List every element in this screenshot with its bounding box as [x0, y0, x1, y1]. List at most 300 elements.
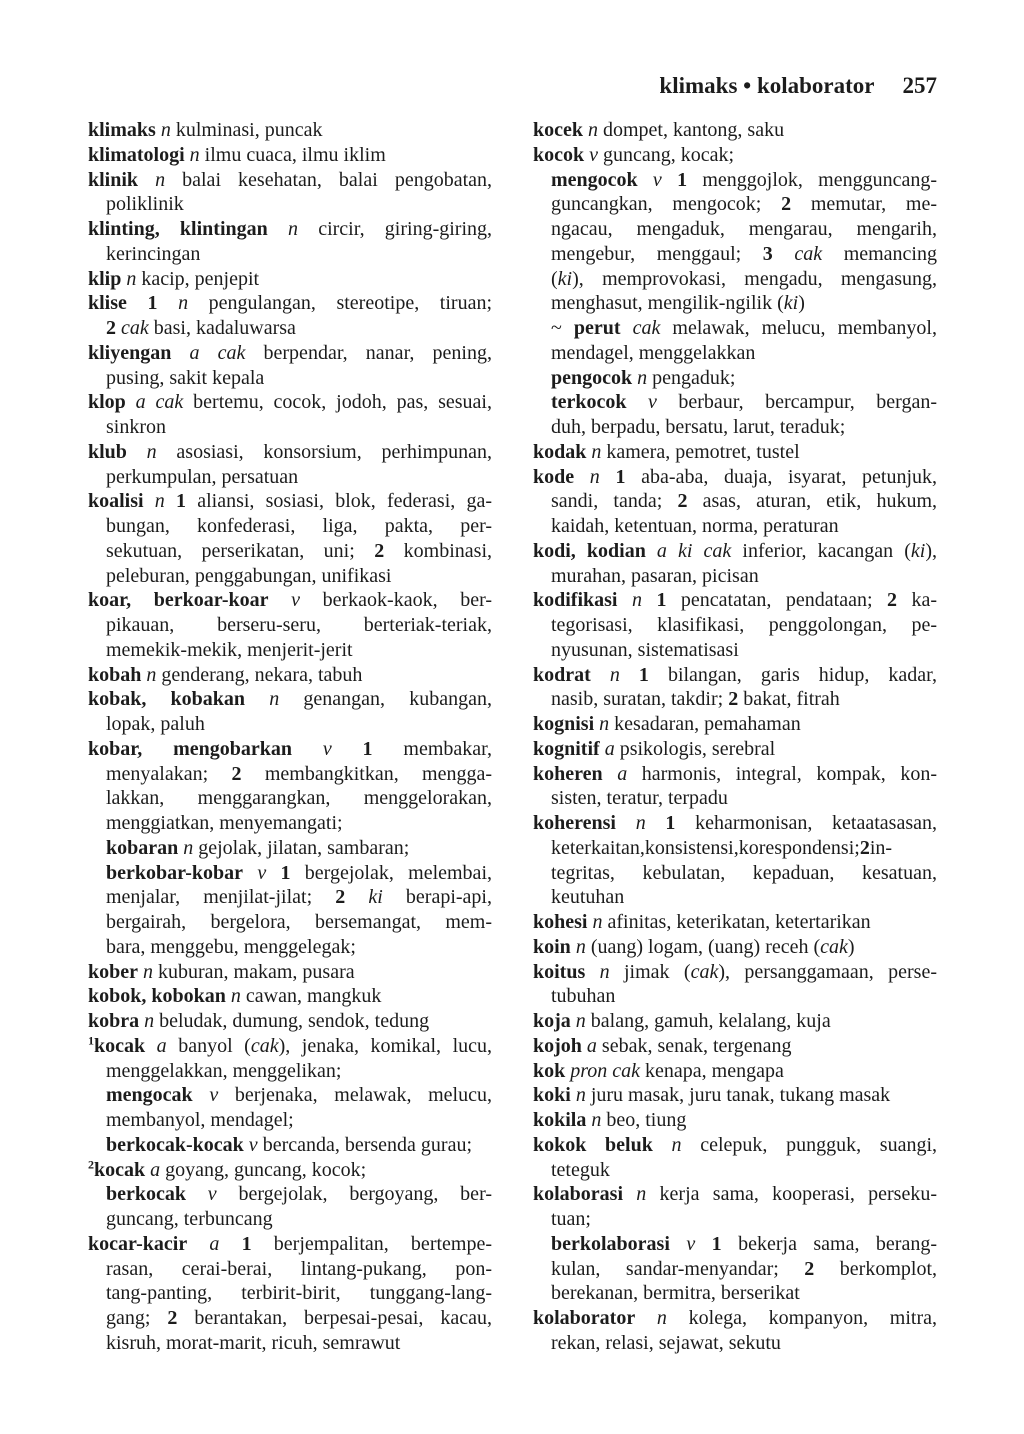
- definition-text: bertemu, cocok, jodoh, pas, sesuai,: [183, 391, 492, 414]
- entry-line: [88, 341, 492, 366]
- italic-label: v: [292, 737, 332, 760]
- definition-text: ): [847, 935, 855, 958]
- definition-text: kuburan, makam, pusara: [153, 960, 355, 983]
- definition-text: tubuhan: [551, 985, 616, 1008]
- entry-line: [88, 217, 492, 242]
- entry-continuation-line: [88, 1257, 492, 1282]
- definition-text: balang, gamuh, kelalang, kuja: [585, 1010, 831, 1032]
- definition-text: bergejolak, melembai,: [290, 861, 492, 884]
- definition-text: pusing, sakit kepala: [106, 366, 265, 389]
- bold-term: klip: [88, 267, 122, 290]
- entry-continuation-line: [88, 316, 492, 341]
- bold-term: 2: [231, 762, 242, 785]
- bold-term: koja: [533, 1010, 571, 1032]
- subentry-line: [88, 836, 492, 861]
- bold-term: kolaborator: [533, 1307, 636, 1329]
- italic-label: n: [632, 366, 648, 389]
- subentry-line: [88, 1182, 492, 1207]
- entry-continuation-line: [533, 984, 937, 1009]
- italic-label: n: [590, 663, 620, 686]
- definition-text: kulminasi, puncak: [170, 119, 323, 141]
- entry-line: [88, 440, 492, 465]
- definition-text: bara, menggebu, menggelegak;: [106, 935, 356, 958]
- definition-text: berjempalitan, bertempe-: [251, 1232, 492, 1255]
- italic-label: cak: [772, 242, 823, 265]
- definition-text: gejolak, jilatan, sambaran;: [193, 836, 410, 859]
- definition-text: membanyol, mendagel;: [106, 1109, 294, 1131]
- definition-text: bergejolak, bergoyang, ber-: [216, 1183, 492, 1206]
- entry-line: [533, 588, 937, 613]
- italic-label: cak: [250, 1034, 279, 1057]
- definition-text: sebak, senak, tergenang: [596, 1034, 792, 1057]
- bold-term: 2: [335, 886, 346, 909]
- italic-label: n: [143, 490, 165, 513]
- subentry-line: [533, 168, 937, 193]
- bold-term: koalisi: [88, 490, 144, 513]
- running-head-title: klimaks • kolaborator: [659, 73, 875, 98]
- italic-label: n: [121, 267, 137, 290]
- definition-text: tegorisasi, klasifikasi, penggolongan, pe-: [551, 614, 937, 636]
- italic-label: pron cak: [565, 1059, 641, 1082]
- bold-term: klinting, klintingan: [88, 218, 268, 240]
- entry-continuation-line: [533, 1257, 937, 1282]
- entry-line: [533, 1306, 937, 1331]
- definition-text: afinitas, keterikatan, ketertarikan: [602, 911, 871, 933]
- entry-continuation-line: [533, 341, 937, 366]
- bold-term: kocok: [533, 143, 585, 166]
- entry-line: [88, 588, 492, 613]
- entry-line: [88, 118, 492, 143]
- italic-label: v: [637, 168, 662, 191]
- definition-text: in-: [869, 836, 893, 859]
- bold-term: 1: [645, 812, 676, 834]
- definition-text: tuan;: [551, 1208, 591, 1230]
- entry-continuation-line: [533, 836, 937, 861]
- bold-term: kognitif: [533, 737, 600, 760]
- bold-term: klise 1: [88, 292, 158, 315]
- definition-text: kerincingan: [106, 242, 201, 265]
- subentry-line: [88, 1133, 492, 1158]
- bold-term: kobok, kobokan: [88, 985, 226, 1008]
- entry-continuation-line: [533, 242, 937, 267]
- definition-text: kerja sama, kooperasi, perseku-: [646, 1183, 937, 1206]
- italic-label: n: [587, 911, 603, 933]
- definition-text: menyalakan;: [106, 762, 232, 785]
- entry-line: [533, 960, 937, 985]
- entry-continuation-line: [88, 935, 492, 960]
- definition-text: bilangan, garis hidup, kadar,: [648, 663, 937, 686]
- italic-label: a cak: [125, 391, 184, 414]
- entry-line: [88, 267, 492, 292]
- italic-label: n: [585, 960, 610, 983]
- italic-label: a: [599, 737, 615, 760]
- bold-term: kliyengan: [88, 341, 172, 364]
- italic-label: cak: [620, 317, 661, 339]
- italic-label: a: [145, 1034, 167, 1057]
- entry-continuation-line: [533, 687, 937, 712]
- definition-text: melawak, melucu, membanyol,: [660, 317, 937, 339]
- entry-continuation-line: [533, 217, 937, 242]
- entry-continuation-line: [88, 1207, 492, 1232]
- definition-text: aliansi, sosiasi, blok, federasi, ga-: [186, 490, 492, 513]
- definition-text: pikauan, berseru-seru, berteriak-teriak,: [106, 614, 492, 636]
- definition-text: banyol (: [166, 1034, 251, 1057]
- entry-line: [88, 291, 492, 316]
- definition-text: beo, tiung: [601, 1109, 687, 1131]
- entry-continuation-line: [533, 786, 937, 811]
- entry-line: [88, 960, 492, 985]
- entry-continuation-line: [88, 242, 492, 267]
- definition-text: mengebur, menggaul;: [551, 242, 763, 265]
- entry-line: [88, 390, 492, 415]
- entry-continuation-line: [88, 786, 492, 811]
- definition-text: berkaok-kaok, ber-: [300, 589, 492, 612]
- italic-label: n: [139, 1010, 155, 1032]
- definition-text: memekik-mekik, menjerit-jerit: [106, 638, 353, 661]
- bold-term: kok: [533, 1059, 566, 1082]
- entry-continuation-line: [88, 1331, 492, 1356]
- definition-text: balai kesehatan, balai pengobatan,: [165, 168, 492, 191]
- bold-term: perut: [573, 317, 621, 339]
- definition-text: memutar, me-: [791, 193, 937, 216]
- bold-term: klop: [88, 391, 126, 414]
- italic-label: n: [157, 292, 189, 315]
- definition-text: ), jenaka, komikal, lucu,: [278, 1034, 492, 1057]
- subentry-line: [533, 366, 937, 391]
- subentry-line: [533, 316, 937, 341]
- italic-label: cak: [116, 317, 149, 339]
- definition-text: nyusunan, sistematisasi: [551, 638, 739, 661]
- definition-text: ): [798, 292, 805, 315]
- entry-line: [533, 440, 937, 465]
- italic-label: a cak: [171, 341, 246, 364]
- bold-term: 2: [804, 1257, 815, 1280]
- entry-line: [88, 737, 492, 762]
- bold-term: klimaks: [88, 119, 156, 141]
- definition-text: kolega, kompanyon, mitra,: [666, 1307, 937, 1329]
- bold-term: kobak, kobakan: [88, 688, 246, 711]
- definition-text: tang-panting, terbirit-birit, tunggang-lang-: [106, 1282, 492, 1305]
- definition-text: perkumpulan, persatuan: [106, 465, 299, 488]
- bold-term: 1: [695, 1232, 722, 1255]
- entry-continuation-line: [88, 514, 492, 539]
- bold-term: kodi, kodian: [533, 539, 646, 562]
- definition-text: membakar,: [372, 737, 492, 760]
- entry-continuation-line: [533, 267, 937, 292]
- italic-label: n: [583, 119, 598, 141]
- entry-continuation-line: [88, 1281, 492, 1306]
- italic-label: cak: [820, 935, 848, 958]
- entry-continuation-line: [533, 1207, 937, 1232]
- definition-text: sisten, teratur, terpadu: [551, 787, 728, 810]
- definition-text: berekanan, bermitra, berserikat: [551, 1282, 800, 1305]
- definition-text: guncang, kocak;: [598, 143, 735, 166]
- entry-line: [88, 1034, 492, 1059]
- definition-text: psikologis, serebral: [614, 737, 776, 760]
- definition-text: kombinasi,: [384, 539, 492, 562]
- entry-continuation-line: [88, 885, 492, 910]
- entry-line: [88, 1009, 492, 1034]
- italic-label: ki: [345, 886, 383, 909]
- bold-term: klinik: [88, 168, 139, 191]
- bold-term: koitus: [533, 960, 586, 983]
- definition-text: kesadaran, pemahaman: [609, 713, 801, 735]
- italic-label: a: [581, 1034, 597, 1057]
- italic-label: n: [138, 168, 166, 191]
- definition-text: dompet, kantong, saku: [598, 119, 785, 141]
- entry-continuation-line: [88, 1306, 492, 1331]
- bold-term: 1: [164, 490, 187, 513]
- entry-line: [533, 465, 937, 490]
- definition-text: pencatatan, pendataan;: [666, 589, 887, 612]
- definition-text: menjalar, menjilat-jilat;: [106, 886, 336, 909]
- definition-text: kacip, penjepit: [136, 267, 260, 290]
- entry-line: [88, 663, 492, 688]
- italic-label: n: [635, 1307, 667, 1329]
- homonym-number: 1: [88, 1033, 94, 1048]
- entry-continuation-line: [88, 811, 492, 836]
- definition-text: poliklinik: [106, 193, 184, 216]
- definition-text: kenapa, mengapa: [640, 1059, 784, 1082]
- italic-label: n: [126, 440, 157, 463]
- definition-text: kulan, sandar-menyandar;: [551, 1257, 805, 1280]
- definition-text: ),: [925, 539, 937, 562]
- italic-label: ki: [910, 539, 926, 562]
- definition-text: keharmonisan, ketaatasasan,: [675, 812, 937, 834]
- italic-label: n: [570, 1084, 586, 1107]
- italic-label: v: [186, 1183, 217, 1206]
- definition-text: peleburan, penggabungan, unifikasi: [106, 564, 392, 587]
- bold-term: berkolaborasi: [551, 1232, 670, 1255]
- definition-text: berpendar, nanar, pening,: [245, 341, 492, 364]
- bold-term: terkocok: [551, 391, 627, 414]
- bold-term: 1: [619, 663, 649, 686]
- entry-line: [88, 1158, 492, 1183]
- italic-label: n: [178, 836, 194, 859]
- bold-term: kohesi: [533, 911, 588, 933]
- bold-term: 2: [677, 490, 688, 513]
- italic-label: a: [145, 1158, 161, 1181]
- definition-text: menggojlok, mengguncang-: [687, 168, 937, 191]
- definition-text: sekutuan, perserikatan, uni;: [106, 539, 375, 562]
- entry-continuation-line: [88, 1108, 492, 1133]
- definition-text: berkomplot,: [814, 1257, 937, 1280]
- definition-text: berjenaka, melawak, melucu,: [218, 1084, 492, 1107]
- entry-line: [533, 1009, 937, 1034]
- bold-term: 2: [374, 539, 385, 562]
- italic-label: v: [243, 1133, 258, 1156]
- definition-text: ), persanggamaan, perse-: [718, 960, 937, 983]
- definition-text: rekan, relasi, sejawat, sekutu: [551, 1331, 781, 1354]
- entry-line: [88, 1232, 492, 1257]
- italic-label: n: [615, 812, 646, 834]
- entry-continuation-line: [533, 638, 937, 663]
- entry-line: [533, 1059, 937, 1084]
- definition-text: celepuk, pungguk, suangi,: [681, 1133, 937, 1156]
- bold-term: mengocak: [106, 1084, 193, 1107]
- definition-text: ~: [551, 317, 574, 339]
- bold-term: kobah: [88, 663, 142, 686]
- definition-text: goyang, guncang, kocok;: [160, 1158, 367, 1181]
- column-left: [88, 118, 492, 1356]
- entry-line: [533, 762, 937, 787]
- bold-term: klub: [88, 440, 127, 463]
- definition-text: inferior, kacangan (: [731, 539, 911, 562]
- italic-label: a: [187, 1232, 220, 1255]
- entry-line: [88, 143, 492, 168]
- bold-term: koki: [533, 1084, 571, 1107]
- entry-line: [533, 712, 937, 737]
- bold-term: berkocak-kocak: [106, 1133, 244, 1156]
- entry-continuation-line: [88, 192, 492, 217]
- entry-line: [533, 910, 937, 935]
- bold-term: mengocok: [551, 168, 638, 191]
- entry-continuation-line: [533, 613, 937, 638]
- italic-label: ki: [783, 292, 799, 315]
- italic-label: n: [617, 589, 642, 612]
- definition-text: gang;: [106, 1307, 168, 1329]
- bold-term: kode: [533, 465, 575, 488]
- entry-line: [88, 687, 492, 712]
- definition-text: ngacau, mengaduk, mengarau, mengarih,: [551, 218, 937, 240]
- definition-text: lakkan, menggarangkan, menggelorakan,: [106, 787, 492, 810]
- bold-term: kocek: [533, 119, 583, 141]
- definition-text: menggiatkan, menyemangati;: [106, 812, 343, 834]
- italic-label: n: [652, 1133, 682, 1156]
- bold-term: kodifikasi: [533, 589, 618, 612]
- bold-term: 1: [641, 589, 667, 612]
- definition-text: keterkaitan,konsistensi,korespondensi;: [551, 836, 860, 859]
- entry-line: [88, 489, 492, 514]
- bold-term: 2: [167, 1307, 178, 1329]
- definition-text: (: [551, 267, 558, 290]
- bold-term: 2: [728, 688, 739, 711]
- bold-term: 2: [781, 193, 792, 216]
- bold-term: 2: [859, 836, 870, 859]
- italic-label: v: [669, 1232, 696, 1255]
- bold-term: kobaran: [106, 836, 179, 859]
- definition-text: menghasut, mengilik-ngilik (: [551, 292, 784, 315]
- bold-term: 2: [887, 589, 897, 612]
- bold-term: kodak: [533, 440, 587, 463]
- definition-text: guncangkan, mengocok;: [551, 193, 782, 216]
- entry-continuation-line: [533, 1158, 937, 1183]
- bold-term: kobra: [88, 1010, 140, 1032]
- bold-term: 3: [762, 242, 773, 265]
- entry-continuation-line: [88, 762, 492, 787]
- definition-text: pengulangan, stereotipe, tiruan;: [188, 292, 492, 315]
- entry-line: [533, 118, 937, 143]
- italic-label: n: [574, 465, 600, 488]
- definition-text: harmonis, integral, kompak, kon-: [627, 762, 937, 785]
- entry-line: [533, 1083, 937, 1108]
- entry-continuation-line: [88, 366, 492, 391]
- definition-text: asas, aturan, etik, hukum,: [687, 490, 937, 513]
- definition-text: bekerja sama, berang-: [721, 1232, 937, 1255]
- definition-text: menggelakkan, menggelikan;: [106, 1059, 342, 1082]
- bold-term: kokok beluk: [533, 1133, 653, 1156]
- italic-label: v: [584, 143, 599, 166]
- column-right: [533, 118, 937, 1356]
- italic-label: n: [594, 713, 610, 735]
- definition-text: bergairah, bergelora, bersemangat, mem-: [106, 911, 492, 933]
- entry-line: [533, 1182, 937, 1207]
- definition-text: bakat, fitrah: [738, 688, 840, 711]
- definition-text: berbaur, bercampur, bergan-: [656, 391, 937, 414]
- entry-continuation-line: [533, 291, 937, 316]
- definition-text: genderang, nekara, tabuh: [156, 663, 363, 686]
- bold-term: koheren: [533, 762, 603, 785]
- entry-continuation-line: [88, 465, 492, 490]
- bold-term: 1: [599, 465, 626, 488]
- definition-text: circir, giring-giring,: [297, 218, 492, 240]
- entry-continuation-line: [533, 415, 937, 440]
- definition-text: kamera, pemotret, tustel: [601, 440, 800, 463]
- entry-line: [88, 984, 492, 1009]
- definition-text: (uang) logam, (uang) receh (: [585, 935, 821, 958]
- entry-continuation-line: [533, 1331, 937, 1356]
- definition-text: juru masak, juru tanak, tukang masak: [585, 1084, 891, 1107]
- entry-line: [533, 737, 937, 762]
- entry-continuation-line: [533, 885, 937, 910]
- definition-text: jimak (: [609, 960, 691, 983]
- italic-label: n: [267, 218, 298, 240]
- subentry-line: [533, 1232, 937, 1257]
- definition-text: kaidah, ketentuan, norma, peraturan: [551, 515, 839, 537]
- bold-term: kober: [88, 960, 138, 983]
- definition-text: nasib, suratan, takdir;: [551, 688, 729, 711]
- italic-label: n: [184, 143, 200, 166]
- entry-continuation-line: [88, 638, 492, 663]
- entry-continuation-line: [533, 192, 937, 217]
- definition-text: teteguk: [551, 1158, 610, 1181]
- homonym-number: 2: [88, 1157, 94, 1171]
- definition-text: duh, berpadu, bersatu, larut, teraduk;: [551, 416, 846, 438]
- bold-term: kokila: [533, 1109, 587, 1131]
- italic-label: a: [602, 762, 628, 785]
- definition-text: basi, kadaluwarsa: [148, 317, 296, 339]
- entry-line: [533, 663, 937, 688]
- italic-label: n: [586, 440, 602, 463]
- entry-line: [533, 539, 937, 564]
- definition-text: keutuhan: [551, 886, 625, 909]
- bold-term: 1: [219, 1232, 252, 1255]
- entry-continuation-line: [88, 539, 492, 564]
- italic-label: n: [586, 1109, 602, 1131]
- definition-text: ilmu cuaca, ilmu iklim: [199, 143, 386, 166]
- definition-text: bercanda, bersenda gurau;: [257, 1133, 473, 1156]
- italic-label: a ki cak: [645, 539, 732, 562]
- italic-label: n: [155, 119, 171, 141]
- definition-text: aba-aba, duaja, isyarat, petunjuk,: [625, 465, 937, 488]
- bold-term: klimatologi: [88, 143, 185, 166]
- bold-term: kolaborasi: [533, 1183, 624, 1206]
- subentry-line: [88, 1083, 492, 1108]
- definition-text: pengaduk;: [647, 366, 736, 389]
- bold-term: kojoh: [533, 1034, 582, 1057]
- bold-term: kognisi: [533, 713, 595, 735]
- running-head: [659, 72, 937, 100]
- italic-label: v: [626, 391, 657, 414]
- definition-text: berantakan, berpesai-pesai, kacau,: [177, 1307, 492, 1329]
- definition-text: sandi, tanda;: [551, 490, 678, 513]
- bold-term: 2: [106, 317, 116, 339]
- entry-continuation-line: [533, 514, 937, 539]
- bold-term: pengocok: [551, 366, 633, 389]
- definition-text: lopak, paluh: [106, 713, 205, 735]
- bold-term: berkocak: [106, 1183, 186, 1206]
- definition-text: kisruh, morat-marit, ricuh, semrawut: [106, 1331, 401, 1354]
